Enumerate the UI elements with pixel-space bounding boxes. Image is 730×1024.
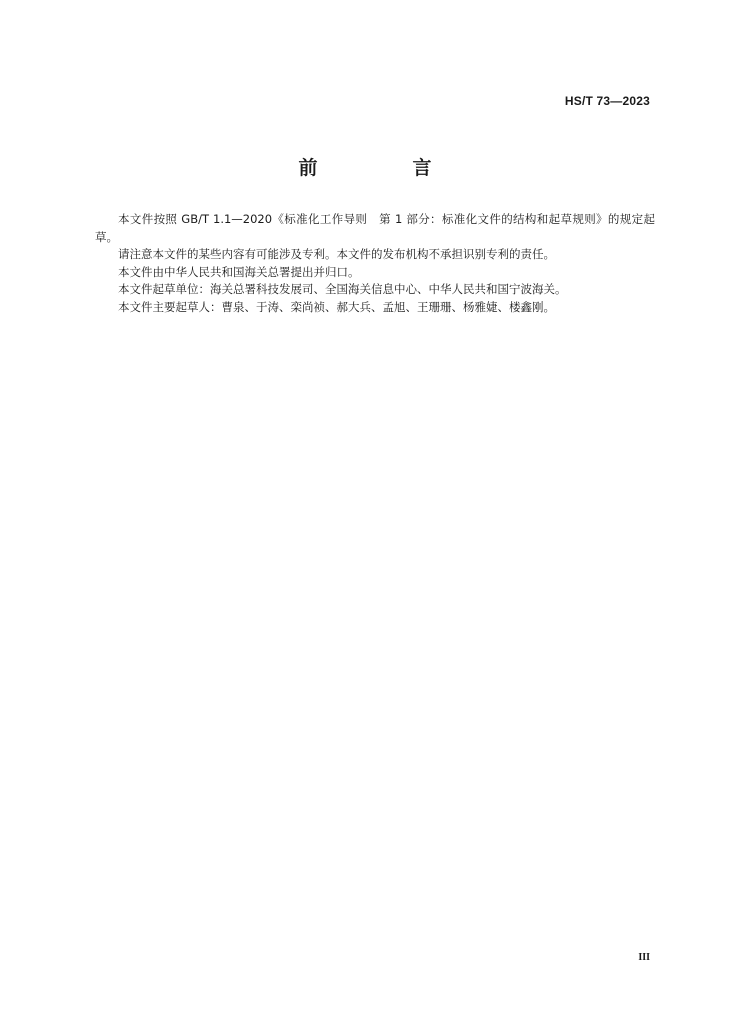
paragraph-drafters: 本文件主要起草人：曹泉、于涛、栾尚祯、郝大兵、孟旭、王珊珊、杨雅婕、楼鑫刚。 [118,299,555,314]
page-number: III [638,952,650,963]
document-code: HS/T 73—2023 [564,94,650,108]
foreword-body [95,211,655,316]
paragraph-patent-notice: 请注意本文件的某些内容有可能涉及专利。本文件的发布机构不承担识别专利的责任。 [118,247,555,261]
paragraph-proposer: 本文件由中华人民共和国海关总署提出并归口。 [118,264,360,279]
paragraph-drafting-rules: 本文件按照 GB/T 1.1—2020《标准化工作导则 第 1 部分：标准化文件的结构和起草规则》的规定起草。 [95,212,655,244]
paragraph-drafting-units: 本文件起草单位：海关总署科技发展司、全国海关信息中心、中华人民共和国宁波海关。 [118,282,567,296]
page-title: 前 言 [298,157,470,179]
